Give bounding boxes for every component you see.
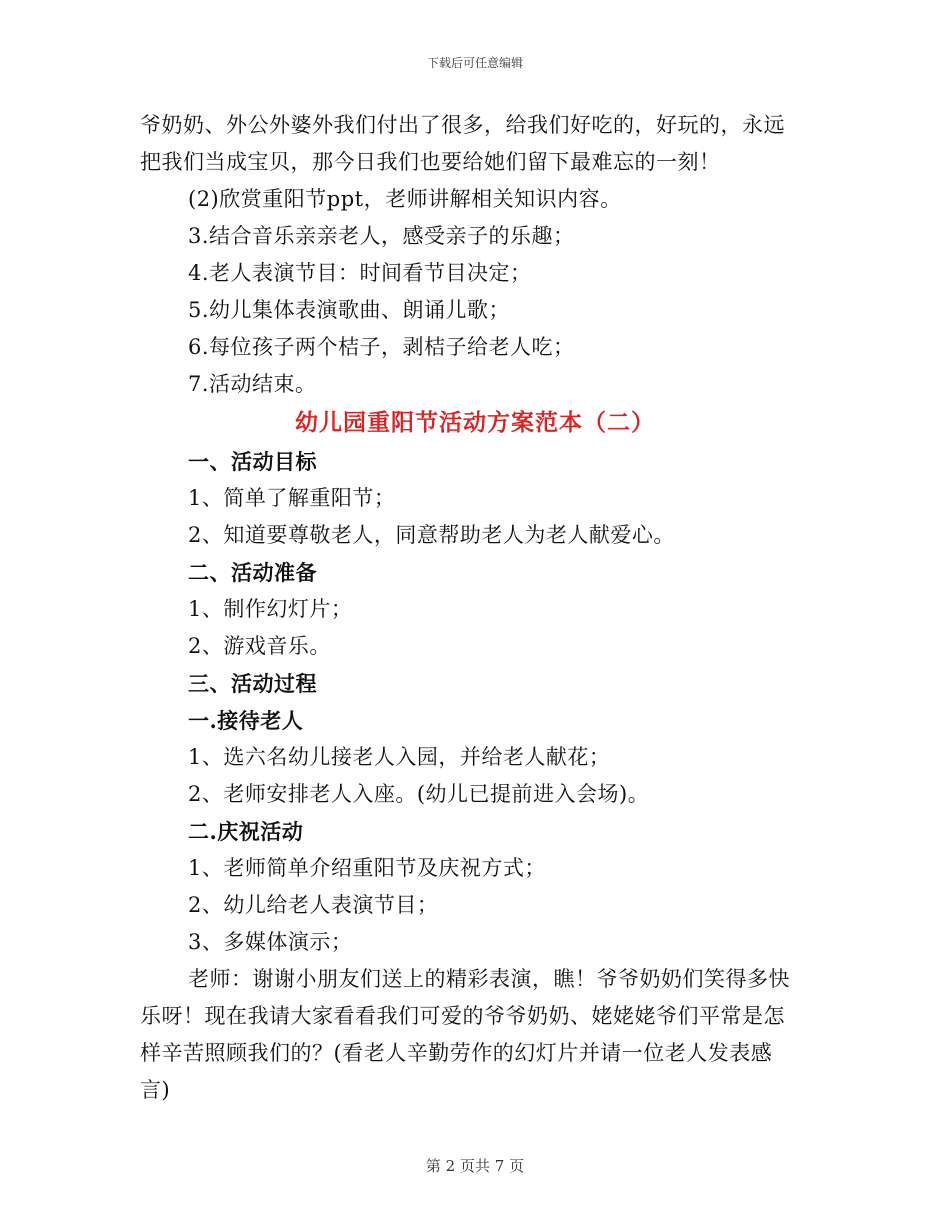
heading-activity-preparation: 二、活动准备	[188, 560, 317, 585]
text-line: 爷奶奶、外公外婆外我们付出了很多，给我们好吃的，好玩的，永远	[140, 113, 785, 137]
list-item: 6.每位孩子两个桔子，剥桔子给老人吃；	[188, 335, 575, 359]
subheading-celebration: 二.庆祝活动	[188, 819, 304, 844]
list-item: 7.活动结束。	[188, 372, 317, 396]
text-line: 把我们当成宝贝，那今日我们也要给她们留下最难忘的一刻！	[140, 150, 721, 174]
list-item: 3、多媒体演示；	[188, 930, 353, 954]
paragraph-line: 乐呀！现在我请大家看看我们可爱的爷爷奶奶、姥姥姥爷们平常是怎	[140, 1004, 785, 1028]
document-body	[140, 107, 810, 1109]
list-item: 1、简单了解重阳节；	[188, 486, 396, 510]
list-item: 4.老人表演节目：时间看节目决定；	[188, 261, 532, 285]
section-title: 幼儿园重阳节活动方案范本（二）	[295, 409, 655, 436]
list-item: 3.结合音乐亲亲老人，感受亲子的乐趣；	[188, 224, 575, 248]
paragraph-line: 言)	[140, 1078, 171, 1102]
list-item: 2、老师安排老人入座。(幼儿已提前进入会场)。	[188, 782, 650, 806]
list-item: 1、老师简单介绍重阳节及庆祝方式；	[188, 856, 546, 880]
page-footer: 第 2 页共 7 页	[425, 1157, 525, 1175]
text-line: (2)欣赏重阳节ppt，老师讲解相关知识内容。	[188, 187, 622, 211]
list-item: 1、选六名幼儿接老人入园，并给老人献花；	[188, 745, 611, 769]
list-item: 5.幼儿集体表演歌曲、朗诵儿歌；	[188, 298, 511, 322]
paragraph-line: 样辛苦照顾我们的？(看老人辛勤劳作的幻灯片并请一位老人发表感	[140, 1041, 773, 1065]
page-header: 下载后可任意编辑	[426, 56, 523, 70]
list-item: 2、知道要尊敬老人，同意帮助老人为老人献爱心。	[188, 523, 675, 547]
heading-activity-process: 三、活动过程	[188, 671, 317, 696]
heading-activity-goals: 一、活动目标	[188, 449, 317, 474]
list-item: 2、幼儿给老人表演节目；	[188, 893, 439, 917]
list-item: 2、游戏音乐。	[188, 634, 331, 658]
paragraph-line: 老师：谢谢小朋友们送上的精彩表演，瞧！爷爷奶奶们笑得多快	[188, 967, 790, 991]
subheading-receive-elders: 一.接待老人	[188, 708, 304, 733]
list-item: 1、制作幻灯片；	[188, 597, 353, 621]
